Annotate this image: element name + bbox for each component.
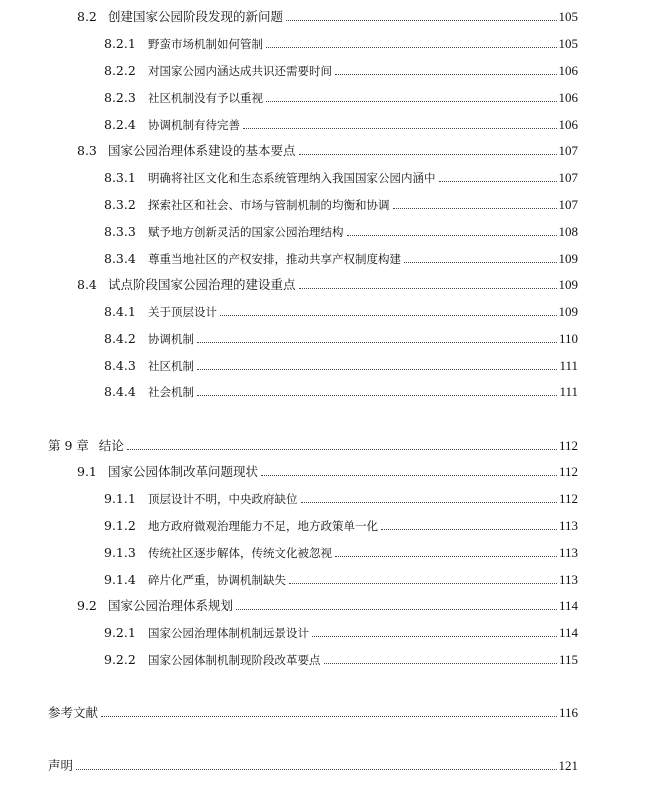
section-number: 8.2.3	[104, 89, 136, 105]
section-title: 协调机制	[148, 331, 194, 346]
page-number: 111	[559, 384, 578, 399]
dot-leader	[101, 715, 557, 717]
section-title: 传统社区逐步解体，传统文化被忽视	[148, 545, 332, 560]
toc-entry-chapter-9[interactable]	[48, 432, 578, 452]
section-number: 8.4.2	[104, 330, 136, 346]
toc-entry-8-3-3[interactable]	[104, 218, 578, 238]
section-number: 8.2.1	[104, 35, 136, 51]
dot-leader	[335, 73, 557, 75]
declaration-title: 声明	[48, 757, 74, 773]
chapter-number: 第 9 章	[48, 437, 89, 453]
section-title: 社区机制没有予以重视	[148, 90, 263, 105]
toc-entry-8-4-3[interactable]	[104, 352, 578, 372]
section-title: 明确将社区文化和生态系统管理纳入我国国家公园内涵中	[148, 170, 436, 185]
section-number: 9.2	[77, 597, 97, 613]
toc-entry-declaration[interactable]	[48, 752, 578, 772]
dot-leader	[289, 582, 557, 584]
toc-entry-8-4-1[interactable]	[104, 298, 578, 318]
toc-entry-8-3[interactable]	[77, 137, 578, 157]
toc-entry-8-2-3[interactable]	[104, 84, 578, 104]
page-number: 106	[558, 90, 578, 105]
section-number: 9.1.1	[104, 490, 136, 506]
toc-entry-8-4-2[interactable]	[104, 325, 578, 345]
page-number: 113	[558, 545, 578, 560]
toc-entry-8-2[interactable]	[77, 3, 578, 23]
toc-entry-references[interactable]	[48, 699, 578, 719]
dot-leader	[301, 501, 557, 503]
page-number: 109	[558, 304, 578, 319]
toc-entry-8-3-4[interactable]	[104, 245, 578, 265]
dot-leader	[197, 394, 557, 396]
section-title: 探索社区和社会、市场与管制机制的均衡和协调	[148, 197, 390, 212]
toc-entry-9-1-3[interactable]	[104, 539, 578, 559]
section-number: 8.2.2	[104, 62, 136, 78]
section-number: 8.3.1	[104, 169, 136, 185]
section-title: 社区机制	[148, 358, 194, 373]
toc-entry-8-3-2[interactable]	[104, 191, 578, 211]
page-number: 109	[558, 277, 578, 292]
dot-leader	[197, 368, 557, 370]
section-title: 顶层设计不明，中央政府缺位	[148, 491, 298, 506]
dot-leader	[220, 314, 557, 316]
toc-entry-9-2[interactable]	[77, 592, 578, 612]
page-number: 105	[558, 9, 578, 24]
dot-leader	[335, 555, 557, 557]
toc-entry-8-4[interactable]	[77, 271, 578, 291]
section-number: 8.3	[77, 142, 97, 158]
page-number: 113	[558, 518, 578, 533]
section-number: 9.2.1	[104, 624, 136, 640]
dot-leader	[324, 662, 557, 664]
section-title: 国家公园体制改革问题现状	[108, 463, 259, 479]
section-title: 赋予地方创新灵活的国家公园治理结构	[148, 224, 344, 239]
section-number: 9.2.2	[104, 651, 136, 667]
page-number: 114	[558, 625, 578, 640]
dot-leader	[381, 528, 557, 530]
page-number: 107	[558, 197, 578, 212]
toc-entry-9-1[interactable]	[77, 458, 578, 478]
dot-leader	[286, 19, 556, 21]
page-number: 112	[558, 438, 578, 453]
dot-leader	[266, 46, 557, 48]
section-title: 试点阶段国家公园治理的建设重点	[108, 276, 296, 292]
section-number: 8.3.2	[104, 196, 136, 212]
toc-entry-8-2-1[interactable]	[104, 30, 578, 50]
dot-leader	[299, 153, 557, 155]
page-number: 111	[559, 358, 578, 373]
references-title: 参考文献	[48, 704, 99, 720]
dot-leader	[393, 207, 557, 209]
section-number: 8.3.4	[104, 250, 136, 266]
section-number: 8.4.1	[104, 303, 136, 319]
section-title: 社会机制	[148, 384, 194, 399]
page-number: 112	[558, 464, 578, 479]
section-title: 地方政府微观治理能力不足，地方政策单一化	[148, 518, 378, 533]
dot-leader	[243, 127, 557, 129]
dot-leader	[197, 341, 557, 343]
toc-entry-8-3-1[interactable]	[104, 164, 578, 184]
section-number: 9.1.3	[104, 544, 136, 560]
toc-entry-9-2-1[interactable]	[104, 619, 578, 639]
section-title: 协调机制有待完善	[148, 117, 240, 132]
chapter-title: 结论	[98, 437, 124, 453]
toc-entry-9-1-2[interactable]	[104, 512, 578, 532]
section-title: 国家公园体制机制现阶段改革要点	[148, 652, 321, 667]
page-number: 110	[558, 331, 578, 346]
page-number: 106	[558, 117, 578, 132]
page-number: 112	[558, 491, 578, 506]
page-number: 121	[558, 758, 578, 773]
section-title: 创建国家公园阶段发现的新问题	[108, 8, 284, 24]
section-title: 对国家公园内涵达成共识还需要时间	[148, 63, 332, 78]
section-number: 8.4.4	[104, 383, 136, 399]
page-number: 106	[558, 63, 578, 78]
toc-entry-8-2-2[interactable]	[104, 57, 578, 77]
dot-leader	[439, 180, 557, 182]
page-number: 113	[558, 572, 578, 587]
page-number: 114	[558, 598, 578, 613]
dot-leader	[347, 234, 557, 236]
section-title: 碎片化严重，协调机制缺失	[148, 572, 286, 587]
section-title: 国家公园治理体系建设的基本要点	[108, 142, 296, 158]
toc-entry-9-1-1[interactable]	[104, 485, 578, 505]
dot-leader	[76, 768, 556, 770]
toc-entry-8-2-4[interactable]	[104, 111, 578, 131]
section-title: 关于顶层设计	[148, 304, 217, 319]
page-number: 107	[558, 170, 578, 185]
toc-entry-8-4-4[interactable]	[104, 378, 578, 398]
section-title: 野蛮市场机制如何管制	[148, 36, 263, 51]
section-number: 9.1	[77, 463, 97, 479]
section-number: 8.3.3	[104, 223, 136, 239]
section-number: 8.4	[77, 276, 97, 292]
section-number: 8.2	[77, 8, 97, 24]
dot-leader	[236, 608, 557, 610]
section-number: 9.1.4	[104, 571, 136, 587]
dot-leader	[266, 100, 557, 102]
page-number: 107	[558, 143, 578, 158]
dot-leader	[312, 635, 557, 637]
dot-leader	[404, 261, 557, 263]
dot-leader	[127, 448, 557, 450]
page-number: 109	[558, 251, 578, 266]
page-number: 105	[558, 36, 578, 51]
section-title: 尊重当地社区的产权安排，推动共享产权制度构建	[148, 251, 401, 266]
section-number: 9.1.2	[104, 517, 136, 533]
page-number: 115	[558, 652, 578, 667]
page-number: 116	[558, 705, 578, 720]
section-title: 国家公园治理体制机制远景设计	[148, 625, 309, 640]
page-number: 108	[558, 224, 578, 239]
dot-leader	[299, 287, 557, 289]
toc-entry-9-2-2[interactable]	[104, 646, 578, 666]
section-number: 8.4.3	[104, 357, 136, 373]
section-title: 国家公园治理体系规划	[108, 597, 234, 613]
section-number: 8.2.4	[104, 116, 136, 132]
toc-entry-9-1-4[interactable]	[104, 566, 578, 586]
dot-leader	[261, 474, 557, 476]
